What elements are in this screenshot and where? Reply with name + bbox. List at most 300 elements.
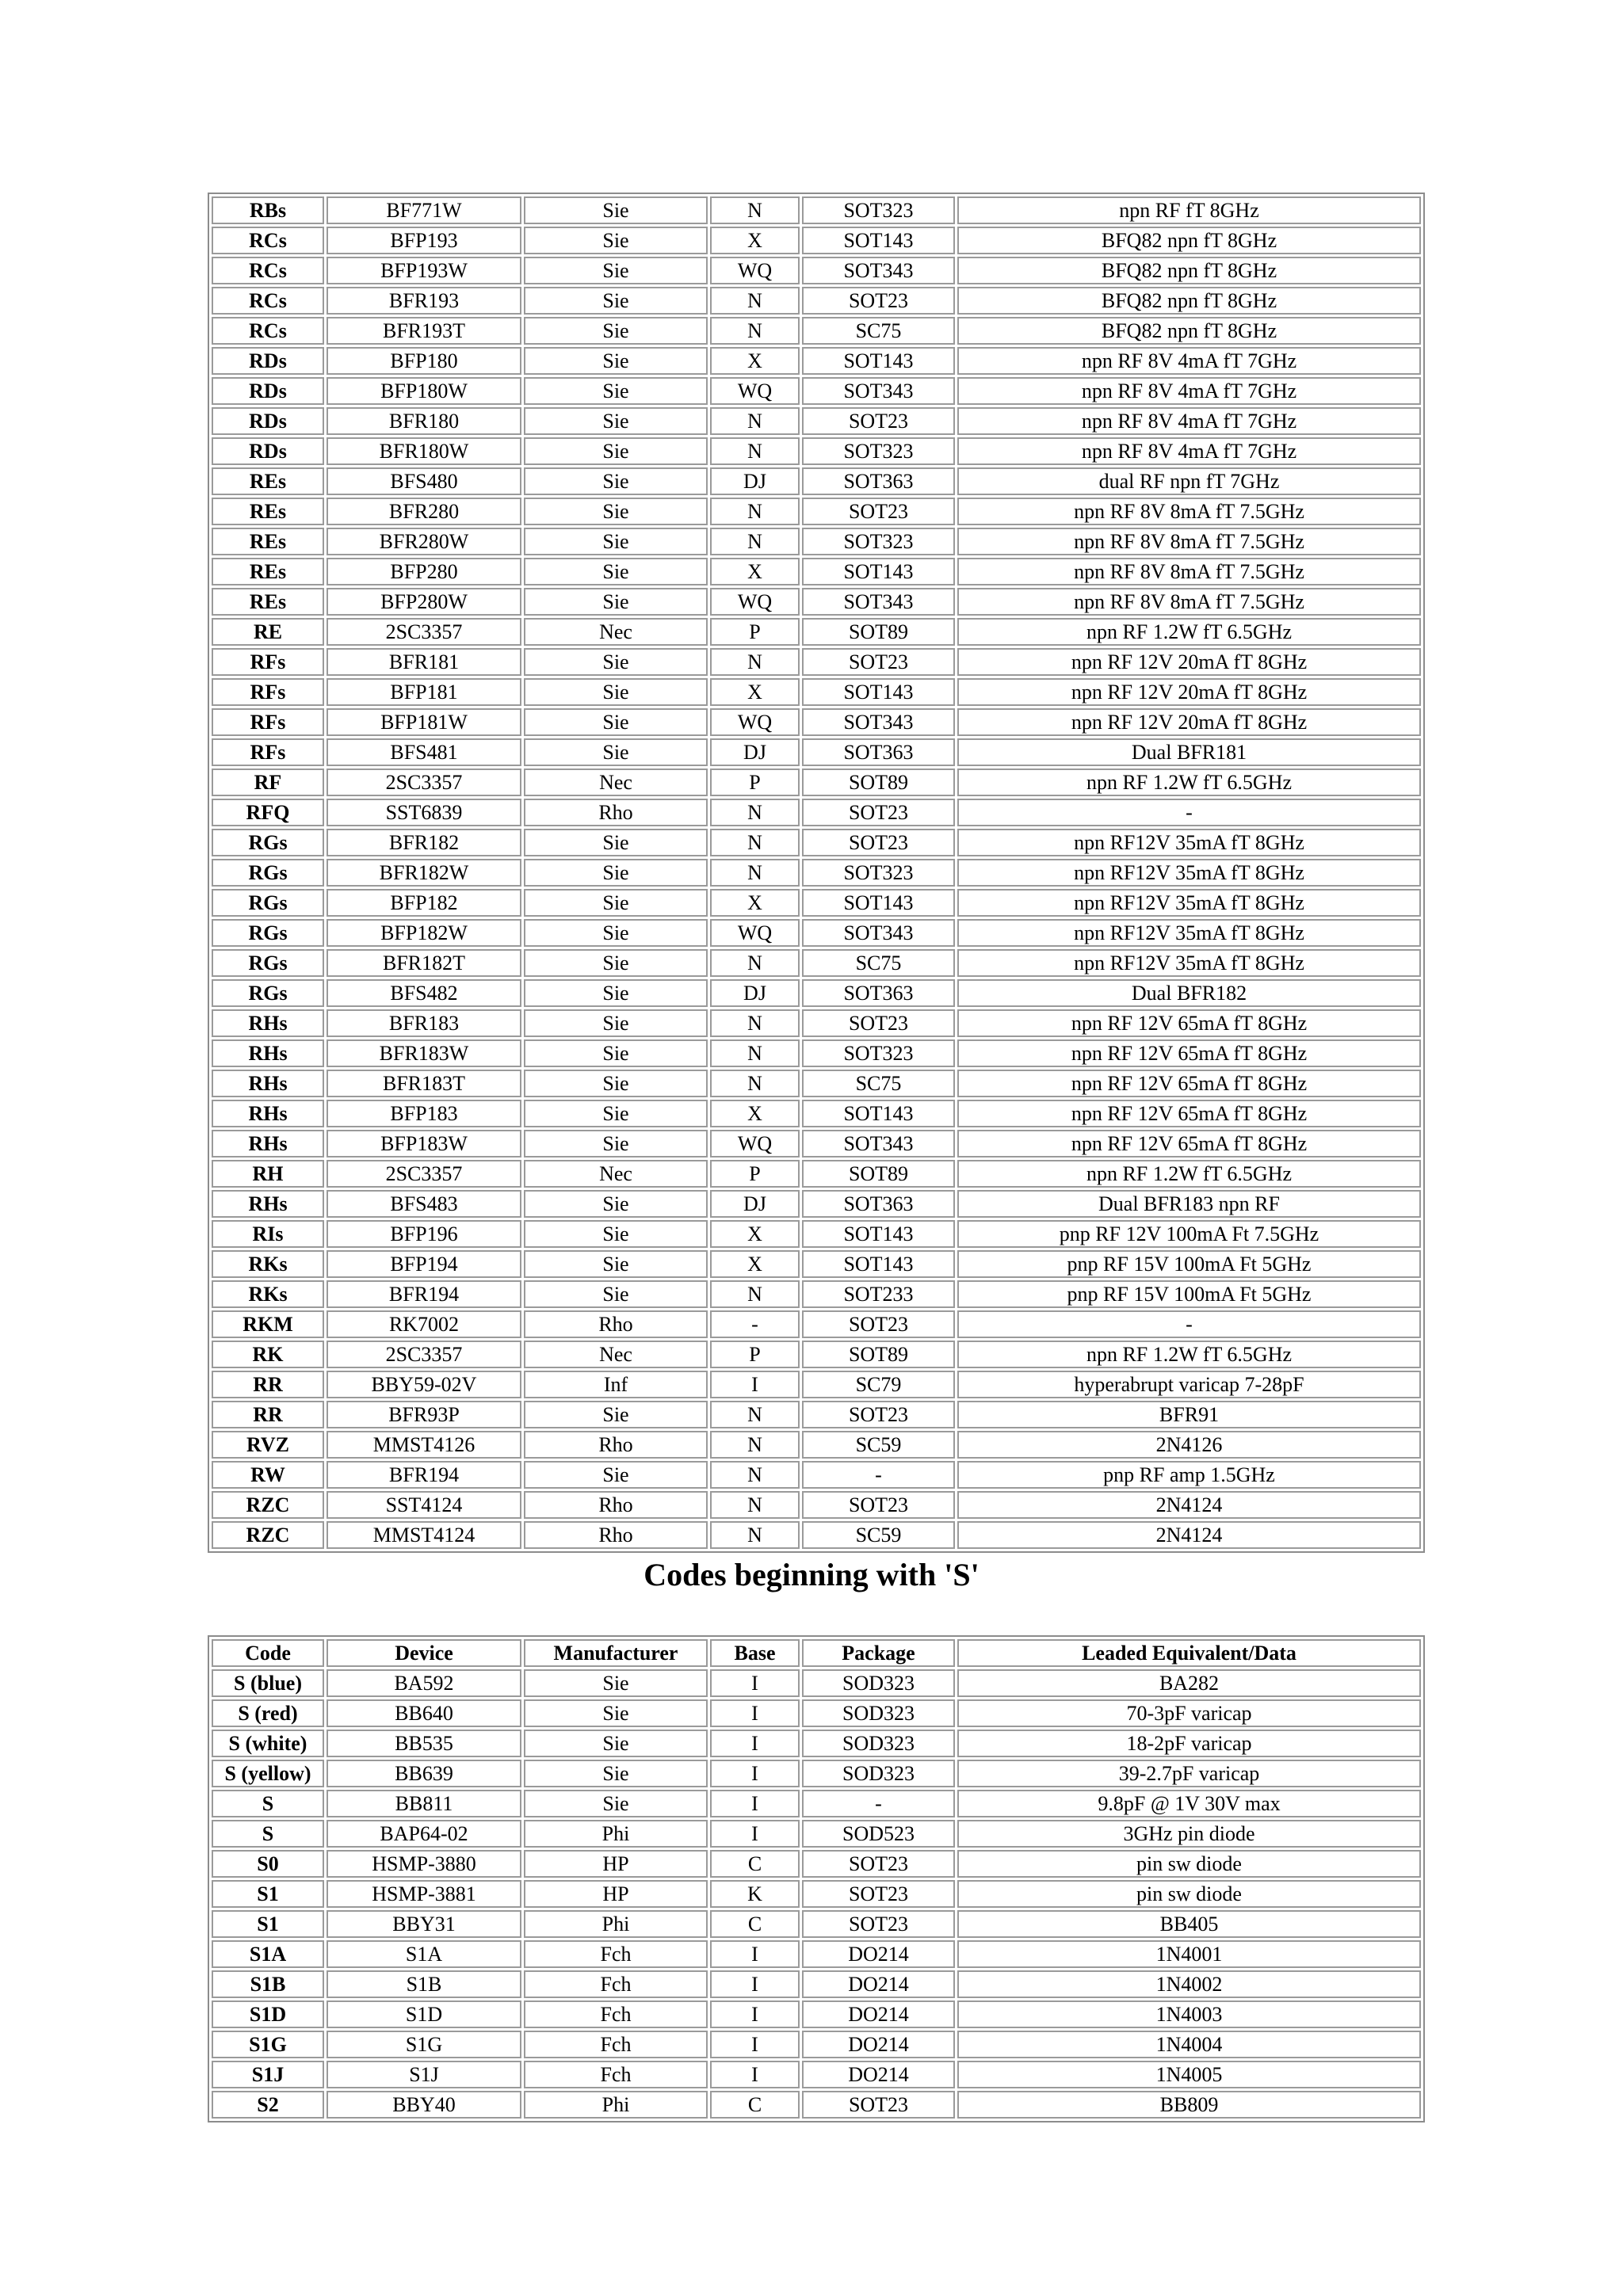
data-cell: 2N4126	[957, 1431, 1421, 1459]
table-row	[212, 1220, 1421, 1248]
package-cell: SOT89	[802, 1160, 955, 1188]
manufacturer-cell: Sie	[524, 528, 708, 555]
code-cell: S1	[212, 1910, 324, 1938]
code-cell: RHs	[212, 1070, 324, 1097]
device-cell: BBY59-02V	[327, 1371, 521, 1398]
base-cell: I	[710, 2031, 800, 2058]
package-cell: SOT363	[802, 1190, 955, 1218]
base-cell: K	[710, 1880, 800, 1908]
base-cell: X	[710, 889, 800, 917]
package-cell: SOT343	[802, 708, 955, 736]
header-code: Code	[212, 1639, 324, 1667]
device-cell: BFP180	[327, 347, 521, 375]
device-cell: BFP194	[327, 1250, 521, 1278]
data-cell: 2N4124	[957, 1491, 1421, 1519]
code-cell: RCs	[212, 287, 324, 315]
package-cell: SOT143	[802, 1250, 955, 1278]
table-row	[212, 618, 1421, 646]
code-cell: RCs	[212, 227, 324, 254]
data-cell: pin sw diode	[957, 1880, 1421, 1908]
base-cell: DJ	[710, 979, 800, 1007]
package-cell: SOT23	[802, 1880, 955, 1908]
manufacturer-cell: Nec	[524, 769, 708, 796]
package-cell: SOT363	[802, 738, 955, 766]
base-cell: C	[710, 1910, 800, 1938]
code-cell: S	[212, 1820, 324, 1848]
code-cell: S1	[212, 1880, 324, 1908]
table-row	[212, 528, 1421, 555]
data-cell: Dual BFR182	[957, 979, 1421, 1007]
manufacturer-cell: Sie	[524, 1461, 708, 1489]
base-cell: X	[710, 1220, 800, 1248]
code-cell: S (white)	[212, 1730, 324, 1757]
base-cell: X	[710, 227, 800, 254]
manufacturer-cell: Fch	[524, 1970, 708, 1998]
code-cell: RHs	[212, 1100, 324, 1127]
base-cell: N	[710, 799, 800, 826]
device-cell: BFP193	[327, 227, 521, 254]
device-cell: BFR183	[327, 1009, 521, 1037]
device-cell: BFS482	[327, 979, 521, 1007]
data-cell: npn RF 8V 4mA fT 7GHz	[957, 437, 1421, 465]
code-cell: RCs	[212, 257, 324, 284]
base-cell: N	[710, 196, 800, 224]
data-cell: npn RF 8V 4mA fT 7GHz	[957, 407, 1421, 435]
code-cell: RF	[212, 769, 324, 796]
base-cell: I	[710, 2000, 800, 2028]
device-cell: MMST4126	[327, 1431, 521, 1459]
device-cell: BFP180W	[327, 377, 521, 405]
code-cell: RDs	[212, 347, 324, 375]
base-cell: I	[710, 1940, 800, 1968]
package-cell: SOT143	[802, 678, 955, 706]
manufacturer-cell: Sie	[524, 1669, 708, 1697]
base-cell: I	[710, 1970, 800, 1998]
manufacturer-cell: Rho	[524, 1431, 708, 1459]
code-cell: RH	[212, 1160, 324, 1188]
code-cell: RDs	[212, 437, 324, 465]
device-cell: BFP183W	[327, 1130, 521, 1158]
code-cell: RVZ	[212, 1431, 324, 1459]
base-cell: I	[710, 1730, 800, 1757]
device-cell: BFP182W	[327, 919, 521, 947]
table-row	[212, 347, 1421, 375]
device-cell: S1D	[327, 2000, 521, 2028]
manufacturer-cell: Nec	[524, 1160, 708, 1188]
table-row	[212, 769, 1421, 796]
device-cell: BFR193	[327, 287, 521, 315]
table-row	[212, 1431, 1421, 1459]
device-cell: BFR183W	[327, 1039, 521, 1067]
manufacturer-cell: Sie	[524, 1280, 708, 1308]
package-cell: SOT23	[802, 407, 955, 435]
base-cell: I	[710, 1790, 800, 1817]
manufacturer-cell: Sie	[524, 407, 708, 435]
manufacturer-cell: Sie	[524, 738, 708, 766]
table-row	[212, 287, 1421, 315]
data-cell: npn RF 12V 65mA fT 8GHz	[957, 1009, 1421, 1037]
data-cell: 1N4002	[957, 1970, 1421, 1998]
data-cell: BA282	[957, 1669, 1421, 1697]
base-cell: N	[710, 1401, 800, 1428]
package-cell: SOT143	[802, 347, 955, 375]
device-cell: BFR280	[327, 498, 521, 525]
data-cell: 1N4001	[957, 1940, 1421, 1968]
code-cell: RFs	[212, 648, 324, 676]
device-cell: BFR182	[327, 829, 521, 856]
package-cell: SOT323	[802, 196, 955, 224]
code-cell: S2	[212, 2091, 324, 2119]
device-cell: BBY40	[327, 2091, 521, 2119]
code-cell: RR	[212, 1371, 324, 1398]
package-cell: SOT343	[802, 1130, 955, 1158]
manufacturer-cell: Sie	[524, 979, 708, 1007]
base-cell: DJ	[710, 467, 800, 495]
device-cell: BFP280W	[327, 588, 521, 616]
package-cell: SC79	[802, 1371, 955, 1398]
base-cell: P	[710, 618, 800, 646]
table-row	[212, 1850, 1421, 1878]
manufacturer-cell: HP	[524, 1850, 708, 1878]
table-row	[212, 1521, 1421, 1549]
code-cell: RDs	[212, 377, 324, 405]
base-cell: X	[710, 1250, 800, 1278]
code-cell: S1B	[212, 1970, 324, 1998]
data-cell: BFQ82 npn fT 8GHz	[957, 287, 1421, 315]
data-cell: 39-2.7pF varicap	[957, 1760, 1421, 1787]
table-row	[212, 1160, 1421, 1188]
package-cell: SOT343	[802, 257, 955, 284]
table-row	[212, 919, 1421, 947]
table-row	[212, 708, 1421, 736]
header-device: Device	[327, 1639, 521, 1667]
table-row	[212, 317, 1421, 345]
manufacturer-cell: Fch	[524, 2031, 708, 2058]
base-cell: WQ	[710, 257, 800, 284]
base-cell: X	[710, 678, 800, 706]
table-row	[212, 1070, 1421, 1097]
manufacturer-cell: Fch	[524, 2061, 708, 2088]
base-cell: N	[710, 648, 800, 676]
device-cell: BFP182	[327, 889, 521, 917]
manufacturer-cell: Sie	[524, 1130, 708, 1158]
code-cell: S0	[212, 1850, 324, 1878]
data-cell: BFQ82 npn fT 8GHz	[957, 227, 1421, 254]
manufacturer-cell: Sie	[524, 1790, 708, 1817]
table-row	[212, 1699, 1421, 1727]
data-cell: npn RF 8V 8mA fT 7.5GHz	[957, 528, 1421, 555]
device-cell: BFP193W	[327, 257, 521, 284]
manufacturer-cell: Sie	[524, 437, 708, 465]
table-row	[212, 257, 1421, 284]
base-cell: P	[710, 1341, 800, 1368]
manufacturer-cell: Nec	[524, 1341, 708, 1368]
base-cell: N	[710, 829, 800, 856]
package-cell: SOT343	[802, 377, 955, 405]
data-cell: BB809	[957, 2091, 1421, 2119]
base-cell: N	[710, 287, 800, 315]
code-cell: S1D	[212, 2000, 324, 2028]
table-row	[212, 227, 1421, 254]
data-cell: -	[957, 1310, 1421, 1338]
manufacturer-cell: Sie	[524, 678, 708, 706]
codes-table-r	[208, 193, 1425, 1553]
table-row	[212, 859, 1421, 887]
code-cell: RHs	[212, 1039, 324, 1067]
manufacturer-cell: Sie	[524, 1730, 708, 1757]
base-cell: WQ	[710, 919, 800, 947]
manufacturer-cell: Sie	[524, 377, 708, 405]
data-cell: 18-2pF varicap	[957, 1730, 1421, 1757]
manufacturer-cell: Sie	[524, 498, 708, 525]
table-row	[212, 1940, 1421, 1968]
package-cell: SOT343	[802, 919, 955, 947]
table-row	[212, 949, 1421, 977]
code-cell: RZC	[212, 1521, 324, 1549]
data-cell: npn RF 1.2W fT 6.5GHz	[957, 1160, 1421, 1188]
package-cell: SOT233	[802, 1280, 955, 1308]
table-row	[212, 558, 1421, 585]
base-cell: N	[710, 949, 800, 977]
code-cell: REs	[212, 467, 324, 495]
base-cell: N	[710, 498, 800, 525]
base-cell: DJ	[710, 1190, 800, 1218]
table-row	[212, 979, 1421, 1007]
base-cell: N	[710, 1009, 800, 1037]
table-row	[212, 1280, 1421, 1308]
table-row	[212, 498, 1421, 525]
manufacturer-cell: Sie	[524, 257, 708, 284]
data-cell: BB405	[957, 1910, 1421, 1938]
device-cell: S1B	[327, 1970, 521, 1998]
package-cell: SOT143	[802, 558, 955, 585]
manufacturer-cell: Phi	[524, 1820, 708, 1848]
base-cell: N	[710, 528, 800, 555]
base-cell: N	[710, 859, 800, 887]
base-cell: I	[710, 1760, 800, 1787]
data-cell: pnp RF 15V 100mA Ft 5GHz	[957, 1250, 1421, 1278]
manufacturer-cell: Sie	[524, 1220, 708, 1248]
table-row	[212, 1730, 1421, 1757]
code-cell: RDs	[212, 407, 324, 435]
manufacturer-cell: Rho	[524, 1521, 708, 1549]
package-cell: SOT23	[802, 1491, 955, 1519]
data-cell: npn RF12V 35mA fT 8GHz	[957, 859, 1421, 887]
manufacturer-cell: Sie	[524, 859, 708, 887]
table-row	[212, 588, 1421, 616]
package-cell: SOT363	[802, 467, 955, 495]
code-cell: S1J	[212, 2061, 324, 2088]
device-cell: BA592	[327, 1669, 521, 1697]
base-cell: -	[710, 1310, 800, 1338]
base-cell: WQ	[710, 708, 800, 736]
data-cell: 1N4004	[957, 2031, 1421, 2058]
table-row	[212, 1130, 1421, 1158]
code-cell: RE	[212, 618, 324, 646]
header-manufacturer: Manufacturer	[524, 1639, 708, 1667]
package-cell: SOT23	[802, 829, 955, 856]
package-cell: SOT89	[802, 769, 955, 796]
device-cell: BFP181	[327, 678, 521, 706]
code-cell: REs	[212, 528, 324, 555]
package-cell: SC75	[802, 949, 955, 977]
code-cell: RK	[212, 1341, 324, 1368]
header-row	[212, 1639, 1421, 1667]
base-cell: WQ	[710, 1130, 800, 1158]
data-cell: BFQ82 npn fT 8GHz	[957, 317, 1421, 345]
device-cell: SST6839	[327, 799, 521, 826]
package-cell: SOD323	[802, 1669, 955, 1697]
table-row	[212, 1760, 1421, 1787]
table-row	[212, 2000, 1421, 2028]
package-cell: SOT23	[802, 648, 955, 676]
data-cell: npn RF12V 35mA fT 8GHz	[957, 949, 1421, 977]
data-cell: npn RF 1.2W fT 6.5GHz	[957, 769, 1421, 796]
table-row	[212, 1820, 1421, 1848]
package-cell: DO214	[802, 2000, 955, 2028]
manufacturer-cell: Sie	[524, 1401, 708, 1428]
table-row	[212, 1461, 1421, 1489]
base-cell: N	[710, 1521, 800, 1549]
manufacturer-cell: Phi	[524, 2091, 708, 2119]
table-row	[212, 1341, 1421, 1368]
data-cell: 3GHz pin diode	[957, 1820, 1421, 1848]
table-row	[212, 1310, 1421, 1338]
code-cell: REs	[212, 588, 324, 616]
package-cell: SOD323	[802, 1699, 955, 1727]
data-cell: npn RF 8V 8mA fT 7.5GHz	[957, 588, 1421, 616]
manufacturer-cell: Sie	[524, 648, 708, 676]
device-cell: S1J	[327, 2061, 521, 2088]
package-cell: SOT143	[802, 1220, 955, 1248]
manufacturer-cell: Sie	[524, 558, 708, 585]
package-cell: SOT23	[802, 1401, 955, 1428]
device-cell: BFS483	[327, 1190, 521, 1218]
code-cell: S (blue)	[212, 1669, 324, 1697]
data-cell: BFR91	[957, 1401, 1421, 1428]
code-cell: RHs	[212, 1009, 324, 1037]
data-cell: npn RF 12V 65mA fT 8GHz	[957, 1100, 1421, 1127]
package-cell: SOT23	[802, 1910, 955, 1938]
data-cell: 1N4003	[957, 2000, 1421, 2028]
package-cell: DO214	[802, 2031, 955, 2058]
table-row	[212, 738, 1421, 766]
table-row	[212, 467, 1421, 495]
device-cell: 2SC3357	[327, 1341, 521, 1368]
data-cell: BFQ82 npn fT 8GHz	[957, 257, 1421, 284]
data-cell: npn RF 12V 20mA fT 8GHz	[957, 678, 1421, 706]
data-cell: hyperabrupt varicap 7-28pF	[957, 1371, 1421, 1398]
device-cell: BFR194	[327, 1461, 521, 1489]
device-cell: BFP181W	[327, 708, 521, 736]
code-cell: S (red)	[212, 1699, 324, 1727]
device-cell: BAP64-02	[327, 1820, 521, 1848]
manufacturer-cell: HP	[524, 1880, 708, 1908]
data-cell: npn RF 8V 4mA fT 7GHz	[957, 347, 1421, 375]
device-cell: BFR93P	[327, 1401, 521, 1428]
device-cell: BB535	[327, 1730, 521, 1757]
manufacturer-cell: Fch	[524, 1940, 708, 1968]
manufacturer-cell: Sie	[524, 1009, 708, 1037]
code-cell: RGs	[212, 949, 324, 977]
package-cell: SOD323	[802, 1730, 955, 1757]
table-row	[212, 1910, 1421, 1938]
base-cell: I	[710, 1820, 800, 1848]
data-cell: 1N4005	[957, 2061, 1421, 2088]
table-row	[212, 1250, 1421, 1278]
manufacturer-cell: Sie	[524, 317, 708, 345]
package-cell: SOD523	[802, 1820, 955, 1848]
table-row	[212, 1100, 1421, 1127]
base-cell: N	[710, 1070, 800, 1097]
package-cell: SOT89	[802, 1341, 955, 1368]
table-row	[212, 1009, 1421, 1037]
header-package: Package	[802, 1639, 955, 1667]
header-leaded-equivalent: Leaded Equivalent/Data	[957, 1639, 1421, 1667]
code-cell: RZC	[212, 1491, 324, 1519]
manufacturer-cell: Inf	[524, 1371, 708, 1398]
table-row	[212, 678, 1421, 706]
code-cell: S1G	[212, 2031, 324, 2058]
package-cell: SOT89	[802, 618, 955, 646]
code-cell: RHs	[212, 1130, 324, 1158]
data-cell: pnp RF 12V 100mA Ft 7.5GHz	[957, 1220, 1421, 1248]
data-cell: npn RF 1.2W fT 6.5GHz	[957, 618, 1421, 646]
package-cell: SOT143	[802, 227, 955, 254]
manufacturer-cell: Sie	[524, 347, 708, 375]
package-cell: SC59	[802, 1431, 955, 1459]
table-row	[212, 2031, 1421, 2058]
device-cell: RK7002	[327, 1310, 521, 1338]
manufacturer-cell: Sie	[524, 588, 708, 616]
device-cell: 2SC3357	[327, 618, 521, 646]
package-cell: SOT343	[802, 588, 955, 616]
package-cell: SOT363	[802, 979, 955, 1007]
package-cell: -	[802, 1461, 955, 1489]
manufacturer-cell: Sie	[524, 829, 708, 856]
data-cell: pnp RF 15V 100mA Ft 5GHz	[957, 1280, 1421, 1308]
device-cell: S1G	[327, 2031, 521, 2058]
data-cell: npn RF 8V 8mA fT 7.5GHz	[957, 498, 1421, 525]
table-row	[212, 407, 1421, 435]
header-base: Base	[710, 1639, 800, 1667]
device-cell: BFS481	[327, 738, 521, 766]
package-cell: SOT23	[802, 2091, 955, 2119]
manufacturer-cell: Sie	[524, 1190, 708, 1218]
code-cell: RGs	[212, 919, 324, 947]
device-cell: BB639	[327, 1760, 521, 1787]
table-row	[212, 1669, 1421, 1697]
table-row	[212, 1039, 1421, 1067]
package-cell: SC59	[802, 1521, 955, 1549]
code-cell: RKs	[212, 1250, 324, 1278]
data-cell: npn RF12V 35mA fT 8GHz	[957, 829, 1421, 856]
manufacturer-cell: Sie	[524, 1039, 708, 1067]
base-cell: N	[710, 437, 800, 465]
table-row	[212, 377, 1421, 405]
base-cell: X	[710, 347, 800, 375]
table-row	[212, 829, 1421, 856]
package-cell: SOT23	[802, 1009, 955, 1037]
data-cell: npn RF 1.2W fT 6.5GHz	[957, 1341, 1421, 1368]
manufacturer-cell: Phi	[524, 1910, 708, 1938]
data-cell: npn RF 12V 65mA fT 8GHz	[957, 1039, 1421, 1067]
device-cell: BBY31	[327, 1910, 521, 1938]
manufacturer-cell: Fch	[524, 2000, 708, 2028]
data-cell: npn RF 12V 20mA fT 8GHz	[957, 708, 1421, 736]
device-cell: BF771W	[327, 196, 521, 224]
package-cell: -	[802, 1790, 955, 1817]
